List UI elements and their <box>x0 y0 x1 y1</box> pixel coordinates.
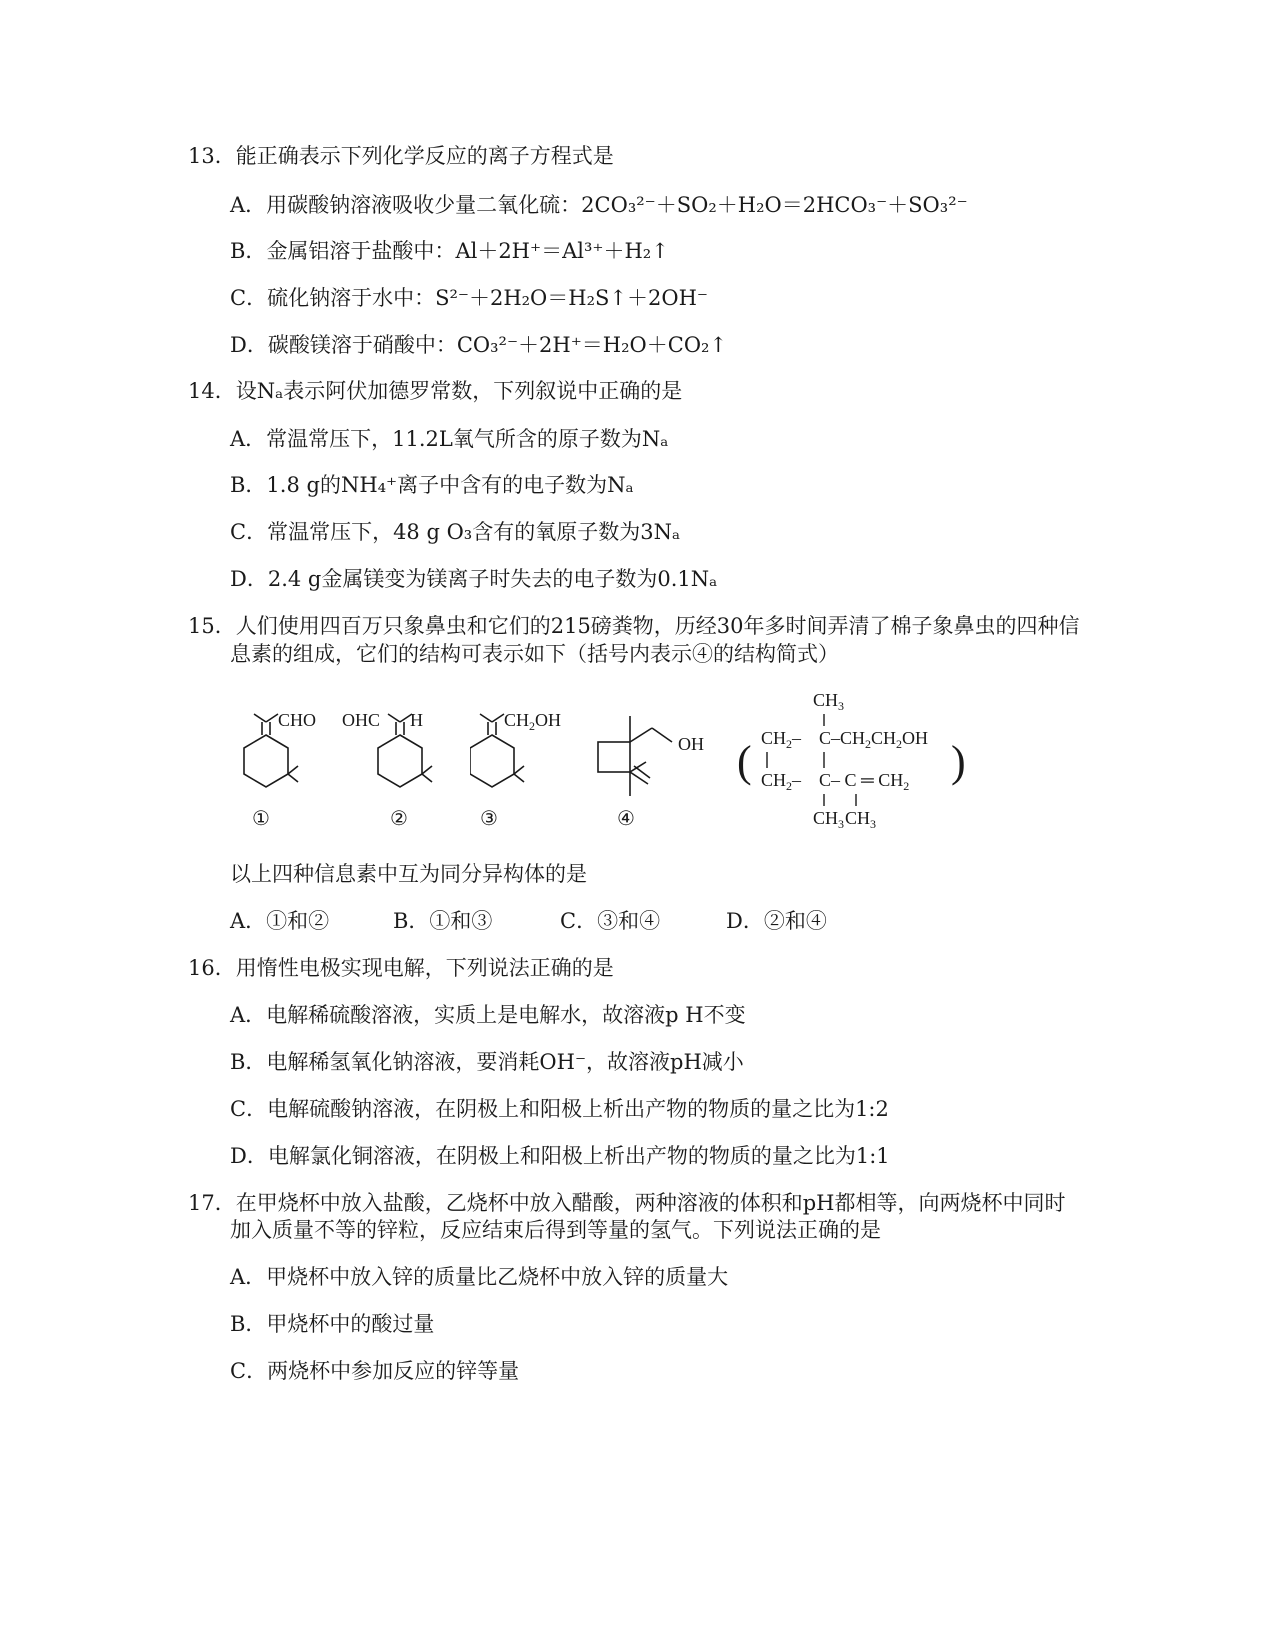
svg-text:CH2OH: $CH_2OH$ <box>504 710 562 733</box>
molecule-2-label: ② <box>390 806 408 830</box>
q13-option-c-text: 硫化钠溶于水中： <box>267 286 436 310</box>
q13-option-a-label: A． <box>230 193 267 217</box>
svg-text:CH3: $CH_3$ <box>813 808 845 831</box>
q13-option-b-equation: Al＋2H⁺＝Al³⁺＋H₂↑ <box>455 239 669 263</box>
svg-text:OH: OH <box>678 734 704 754</box>
svg-text:(: ( <box>737 737 752 786</box>
q16-stem: 16．用惰性电极实现电解，下列说法正确的是 <box>188 956 614 980</box>
svg-text:H: H <box>410 710 423 730</box>
q13-option-a-equation: 2CO₃²⁻＋SO₂＋H₂O＝2HCO₃⁻＋SO₃²⁻ <box>581 193 968 217</box>
svg-text:C–CH2CH2OH: $C-CH_2CH_2OH$ <box>819 728 929 751</box>
q14-option-d: D．2.4 g金属镁变为镁离子时失去的电子数为0.1Nₐ <box>230 567 718 591</box>
svg-text:CH2–: $CH_2-$ <box>761 770 802 793</box>
q13-option-d-text: 碳酸镁溶于硝酸中： <box>267 333 457 357</box>
svg-text:OHC: OHC <box>342 710 381 730</box>
q13-option-c-equation: S²⁻＋2H₂O＝H₂S↑＋2OH⁻ <box>435 286 708 310</box>
q13-option-b-label: B． <box>230 239 267 263</box>
q13-option-d-label: D． <box>230 333 268 357</box>
q13-option-c <box>230 285 708 311</box>
q17-option-b: B．甲烧杯中的酸过量 <box>230 1312 435 1336</box>
q14-option-a: A．常温常压下，11.2L氧气所含的原子数为Nₐ <box>230 427 669 451</box>
q15-stem-line2: 息素的组成，它们的结构可表示如下（括号内表示④的结构简式） <box>230 642 839 666</box>
svg-text:): ) <box>951 737 966 786</box>
svg-text:CH2–: $CH_2-$ <box>761 728 802 751</box>
q14-option-c: C．常温常压下，48 g O₃含有的氧原子数为3Nₐ <box>230 520 681 544</box>
q13-option-a-text: 用碳酸钠溶液吸收少量二氧化硫： <box>266 193 582 217</box>
q15-question: 以上四种信息素中互为同分异构体的是 <box>230 862 587 886</box>
molecule-2-structure <box>340 700 440 800</box>
q14-stem: 14．设Nₐ表示阿伏加德罗常数，下列叙说中正确的是 <box>188 379 683 403</box>
molecule-3-label: ③ <box>480 806 498 830</box>
svg-text:C– C ═ CH2: C– C ═ $CH_2$ <box>819 770 910 793</box>
q13-stem: 13．能正确表示下列化学反应的离子方程式是 <box>188 144 614 168</box>
q17-option-c: C．两烧杯中参加反应的锌等量 <box>230 1359 520 1383</box>
q13-option-d <box>230 332 727 358</box>
q17-stem-line2: 加入质量不等的锌粒，反应结束后得到等量的氢气。下列说法正确的是 <box>230 1218 881 1242</box>
molecule-3-structure <box>470 700 580 800</box>
molecule-4-label: ④ <box>617 806 635 830</box>
q13-option-c-label: C． <box>230 286 268 310</box>
q14-option-b: B．1.8 g的NH₄⁺离子中含有的电子数为Nₐ <box>230 473 634 497</box>
molecule-4-condensed-formula <box>735 682 975 832</box>
molecule-1-structure <box>238 700 338 800</box>
svg-text:CHO: CHO <box>278 710 317 730</box>
q15-choice-c: C．③和④ <box>560 909 661 933</box>
q16-option-a: A．电解稀硫酸溶液，实质上是电解水，故溶液p H不变 <box>230 1003 746 1027</box>
q13-option-d-equation: CO₃²⁻＋2H⁺＝H₂O＋CO₂↑ <box>456 333 728 357</box>
q15-choice-b: B．①和③ <box>393 909 493 933</box>
q16-option-c: C．电解硫酸钠溶液，在阴极上和阳极上析出产物的物质的量之比为1:2 <box>230 1097 889 1121</box>
q13-option-a <box>230 192 968 218</box>
q13-option-b-text: 金属铝溶于盐酸中： <box>266 239 456 263</box>
molecule-1-label: ① <box>252 806 270 830</box>
q15-stem-line1: 15．人们使用四百万只象鼻虫和它们的215磅粪物，历经30年多时间弄清了棉子象鼻虫的四种信 <box>188 614 1080 638</box>
molecule-4-structure <box>590 700 720 810</box>
q16-option-d: D．电解氯化铜溶液，在阴极上和阳极上析出产物的物质的量之比为1:1 <box>230 1144 890 1168</box>
q16-option-b: B．电解稀氢氧化钠溶液，要消耗OH⁻，故溶液pH减小 <box>230 1050 744 1074</box>
q13-option-b <box>230 238 669 264</box>
q17-stem-line1: 17．在甲烧杯中放入盐酸，乙烧杯中放入醋酸，两种溶液的体积和pH都相等，向两烧杯中同时 <box>188 1191 1066 1215</box>
q15-choice-d: D．②和④ <box>726 909 827 933</box>
svg-text:CH3: $CH_3$ <box>813 690 845 713</box>
q15-choice-a: A．①和② <box>230 909 330 933</box>
q17-option-a: A．甲烧杯中放入锌的质量比乙烧杯中放入锌的质量大 <box>230 1265 729 1289</box>
svg-text:CH3: $CH_3$ <box>845 808 877 831</box>
